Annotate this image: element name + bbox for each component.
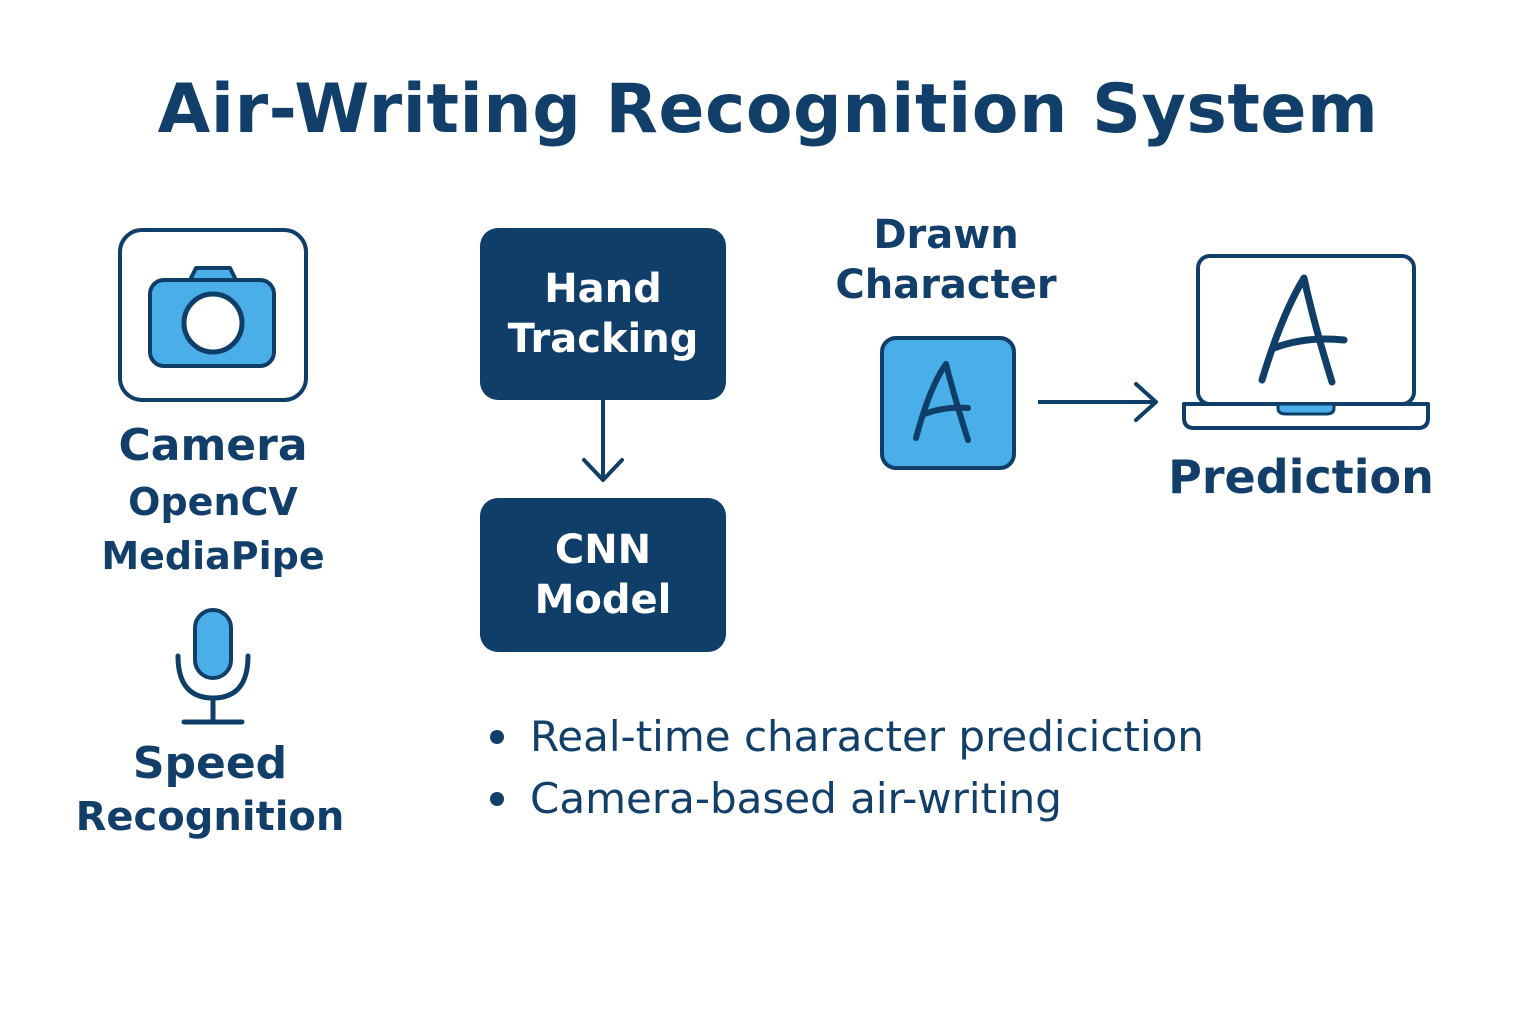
- cnn-model-line2: Model: [534, 577, 672, 623]
- laptop-icon: [1182, 254, 1430, 432]
- prediction-label: Prediction: [1168, 450, 1434, 504]
- hand-tracking-box: [480, 228, 726, 400]
- page-title: Air-Writing Recognition System: [157, 70, 1379, 149]
- cnn-model-box: [480, 498, 726, 652]
- camera-library-mediapipe: MediaPipe: [101, 534, 325, 578]
- drawn-character-label-line2: Character: [835, 262, 1057, 308]
- speech-label-line1: Speed: [132, 738, 288, 789]
- drawn-character-tile: [880, 336, 1016, 470]
- feature-item-camera-based: Camera-based air-writing: [488, 768, 1204, 830]
- right-arrow-icon: [1038, 380, 1160, 424]
- drawn-character-label-line1: Drawn: [873, 212, 1019, 258]
- cnn-model-line1: CNN: [554, 527, 652, 573]
- feature-item-realtime: Real-time character prediciction: [488, 706, 1204, 768]
- hand-tracking-line1: Hand: [544, 266, 662, 312]
- feature-list: [488, 706, 1204, 830]
- down-arrow-icon: [578, 400, 628, 486]
- camera-label: Camera: [118, 420, 308, 471]
- hand-tracking-line2: Tracking: [507, 316, 699, 362]
- camera-icon: [118, 228, 308, 402]
- camera-library-opencv: OpenCV: [128, 480, 298, 524]
- microphone-icon: [170, 608, 256, 726]
- speech-label-line2: Recognition: [75, 794, 345, 840]
